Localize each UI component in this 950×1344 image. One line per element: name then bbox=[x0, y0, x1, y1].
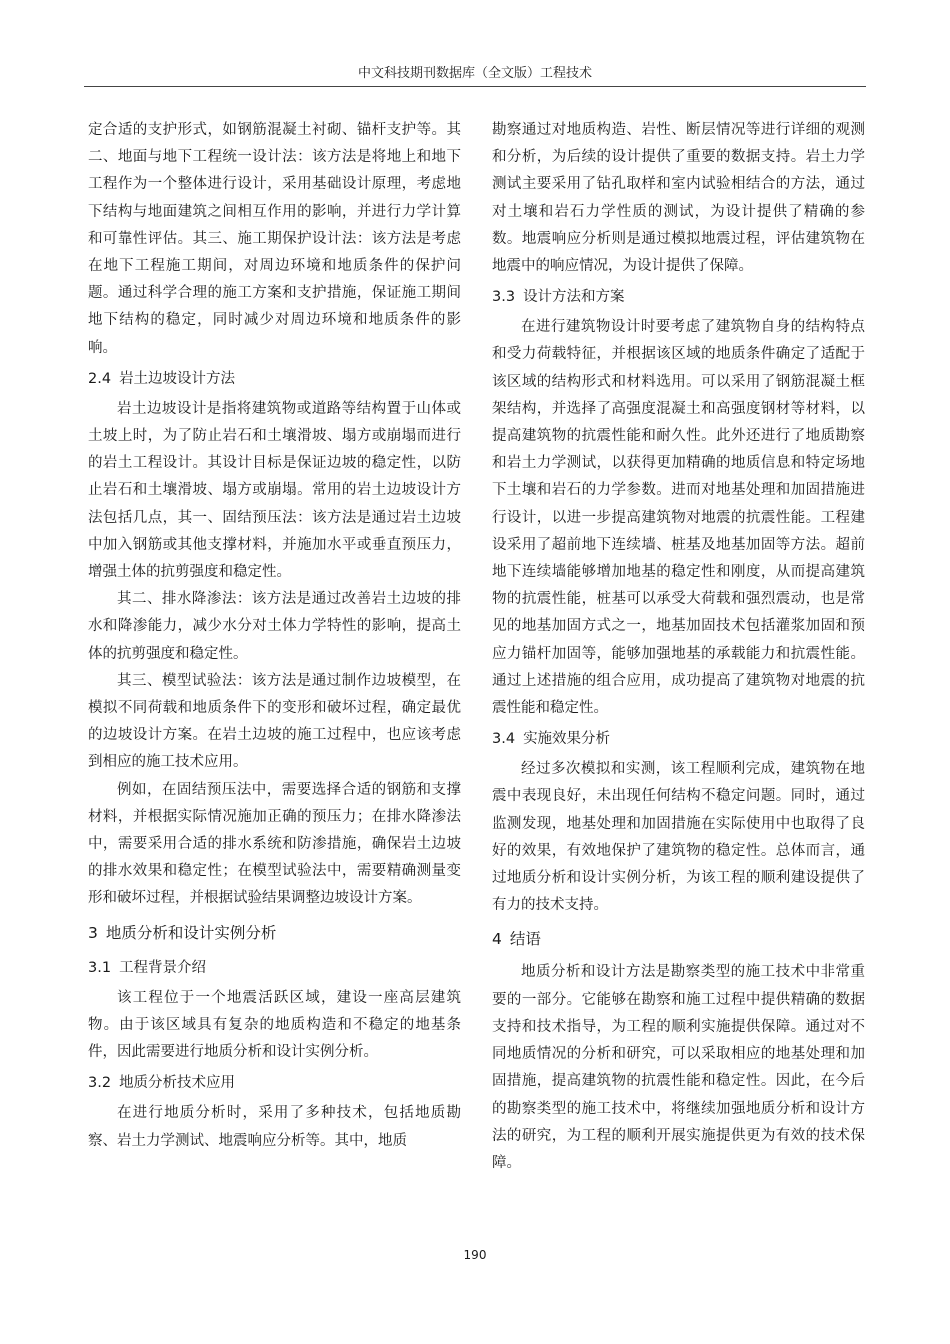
paragraph: 例如，在固结预压法中，需要选择合适的钢筋和支撑材料，并根据实际情况施加正确的预压力；在排水降渗法中，需要采用合适的排水系统和防渗措施，确保岩土边坡的排水效果和稳定性；在模型试验法中，需要精确测量变形和破坏过程，并根据试验结果调整边坡设计方案。 bbox=[88, 781, 461, 907]
paragraph: 其二、排水降渗法：该方法是通过改善岩土边坡的排水和降渗能力，减少水分对土体力学特性的影响，提高土体的抗剪强度和稳定性。 bbox=[88, 591, 461, 662]
paragraph: 其三、模型试验法：该方法是通过制作边坡模型，在模拟不同荷载和地质条件下的变形和破坏过程，确定最优的边坡设计方案。在岩土边坡的施工过程中，也应该考虑到相应的施工技术应用。 bbox=[88, 672, 461, 771]
paragraph: 岩土边坡设计是指将建筑物或道路等结构置于山体或土坡上时，为了防止岩石和土壤滑坡、塌方或崩塌而进行的岩土工程设计。其设计目标是保证边坡的稳定性，以防止岩石和土壤滑坡、塌方或崩塌。常用的岩土边坡设计方法包括几点，其一、固结预压法：该方法是通过岩土边坡中加入钢筋或其他支撑材料，并施加水平或垂直预压力，增强土体的抗剪强度和稳定性。 bbox=[88, 400, 461, 581]
paragraph: 在进行地质分析时，采用了多种技术，包括地质勘察、岩土力学测试、地震响应分析等。其中，地质 bbox=[88, 1105, 461, 1149]
section-title: 地质分析和设计实例分析 bbox=[105, 923, 277, 942]
section-heading-3-1 bbox=[88, 953, 461, 983]
section-heading-4 bbox=[492, 921, 865, 957]
section-title: 设计方法和方案 bbox=[523, 289, 625, 306]
section-heading-3 bbox=[88, 915, 461, 951]
section-title: 地质分析技术应用 bbox=[119, 1075, 236, 1092]
header-rule bbox=[84, 86, 866, 87]
section-title: 工程背景介绍 bbox=[119, 959, 207, 976]
paragraph: 地质分析和设计方法是勘察类型的施工技术中非常重要的一部分。它能够在勘察和施工过程中提供精确的数据支持和技术指导，为工程的顺利实施提供保障。通过对不同地质情况的分析和研究，可以采取相应的地基处理和加固措施，提高建筑物的抗震性能和稳定性。因此，在今后的勘察类型的施工技术中，将继续加强地质分析和设计方法的研究，为工程的顺利开展实施提供更为有效的技术保障。 bbox=[492, 964, 865, 1171]
section-number: 4 bbox=[492, 930, 502, 949]
left-column bbox=[88, 117, 461, 1155]
running-header: 中文科技期刊数据库（全文版）工程技术 bbox=[357, 66, 592, 81]
paragraph: 经过多次模拟和实测，该工程顺利完成，建筑物在地震中表现良好，未出现任何结构不稳定问题。同时，通过监测发现，地基处理和加固措施在实际使用中也取得了良好的效果，有效地保护了建筑物的稳定性。总体而言，通过地质分析和设计实例分析，为该工程的顺利建设提供了有力的技术支持。 bbox=[492, 761, 865, 914]
paragraph: 勘察通过对地质构造、岩性、断层情况等进行详细的观测和分析，为后续的设计提供了重要的数据支持。岩土力学测试主要采用了钻孔取样和室内试验相结合的方法，通过对土壤和岩石力学性质的测试，为设计提供了精确的参数。地震响应分析则是通过模拟地震过程，评估建筑物在地震中的响应情况，为设计提供了保障。 bbox=[492, 122, 865, 275]
paragraph: 在进行建筑物设计时要考虑了建筑物自身的结构特点和受力荷载特征，并根据该区域的地质条件确定了适配于该区域的结构形式和材料选用。可以采用了钢筋混凝土框架结构，并选择了高强度混凝土和高强度钢材等材料，以提高建筑物的抗震性能和耐久性。此外还进行了地质勘察和岩土力学测试，以获得更加精确的地质信息和特定场地下土壤和岩石的力学参数。进而对地基处理和加固措施进行设计，以进一步提高建筑物对地震的抗震性能。工程建设采用了超前地下连续墙、桩基及地基加固等方法。超前地下连续墙能够增加地基的稳定性和刚度，从而提高建筑物的抗震性能，桩基可以承受大荷载和强烈震动，也是常见的地基加固方式之一，地基加固技术包括灌浆加固和预应力锚杆加固等，能够加强地基的承载能力和抗震性能。通过上述措施的组合应用，成功提高了建筑物对地震的抗震性能和稳定性。 bbox=[492, 319, 865, 717]
section-heading-3-3 bbox=[492, 282, 865, 312]
paragraph: 该工程位于一个地震活跃区域，建设一座高层建筑物。由于该区域具有复杂的地质构造和不稳定的地基条件，因此需要进行地质分析和设计实例分析。 bbox=[88, 989, 461, 1061]
section-number: 3 bbox=[88, 923, 98, 942]
section-number: 3.3 bbox=[492, 289, 516, 306]
section-number: 3.4 bbox=[492, 731, 516, 748]
section-number: 3.2 bbox=[88, 1075, 112, 1092]
section-number: 3.1 bbox=[88, 959, 112, 976]
right-column bbox=[492, 117, 865, 1177]
section-number: 2.4 bbox=[88, 370, 112, 387]
section-heading-3-4 bbox=[492, 724, 865, 754]
paragraph: 定合适的支护形式，如钢筋混凝土衬砌、锚杆支护等。其二、地面与地下工程统一设计法：该方法是将地上和地下工程作为一个整体进行设计，采用基础设计原理，考虑地下结构与地面建筑之间相互作用的影响，并进行力学计算和可靠性评估。其三、施工期保护设计法：该方法是考虑在地下工程施工期间，对周边环境和地质条件的保护问题。通过科学合理的施工方案和支护措施，保证施工期间地下结构的稳定，同时减少对周边环境和地质条件的影响。 bbox=[88, 122, 461, 356]
section-title: 实施效果分析 bbox=[523, 731, 611, 748]
section-heading-2-4 bbox=[88, 364, 461, 394]
section-heading-3-2 bbox=[88, 1068, 461, 1098]
section-title: 结语 bbox=[509, 930, 541, 949]
page-number: 190 bbox=[463, 1248, 487, 1262]
section-title: 岩土边坡设计方法 bbox=[119, 370, 236, 387]
